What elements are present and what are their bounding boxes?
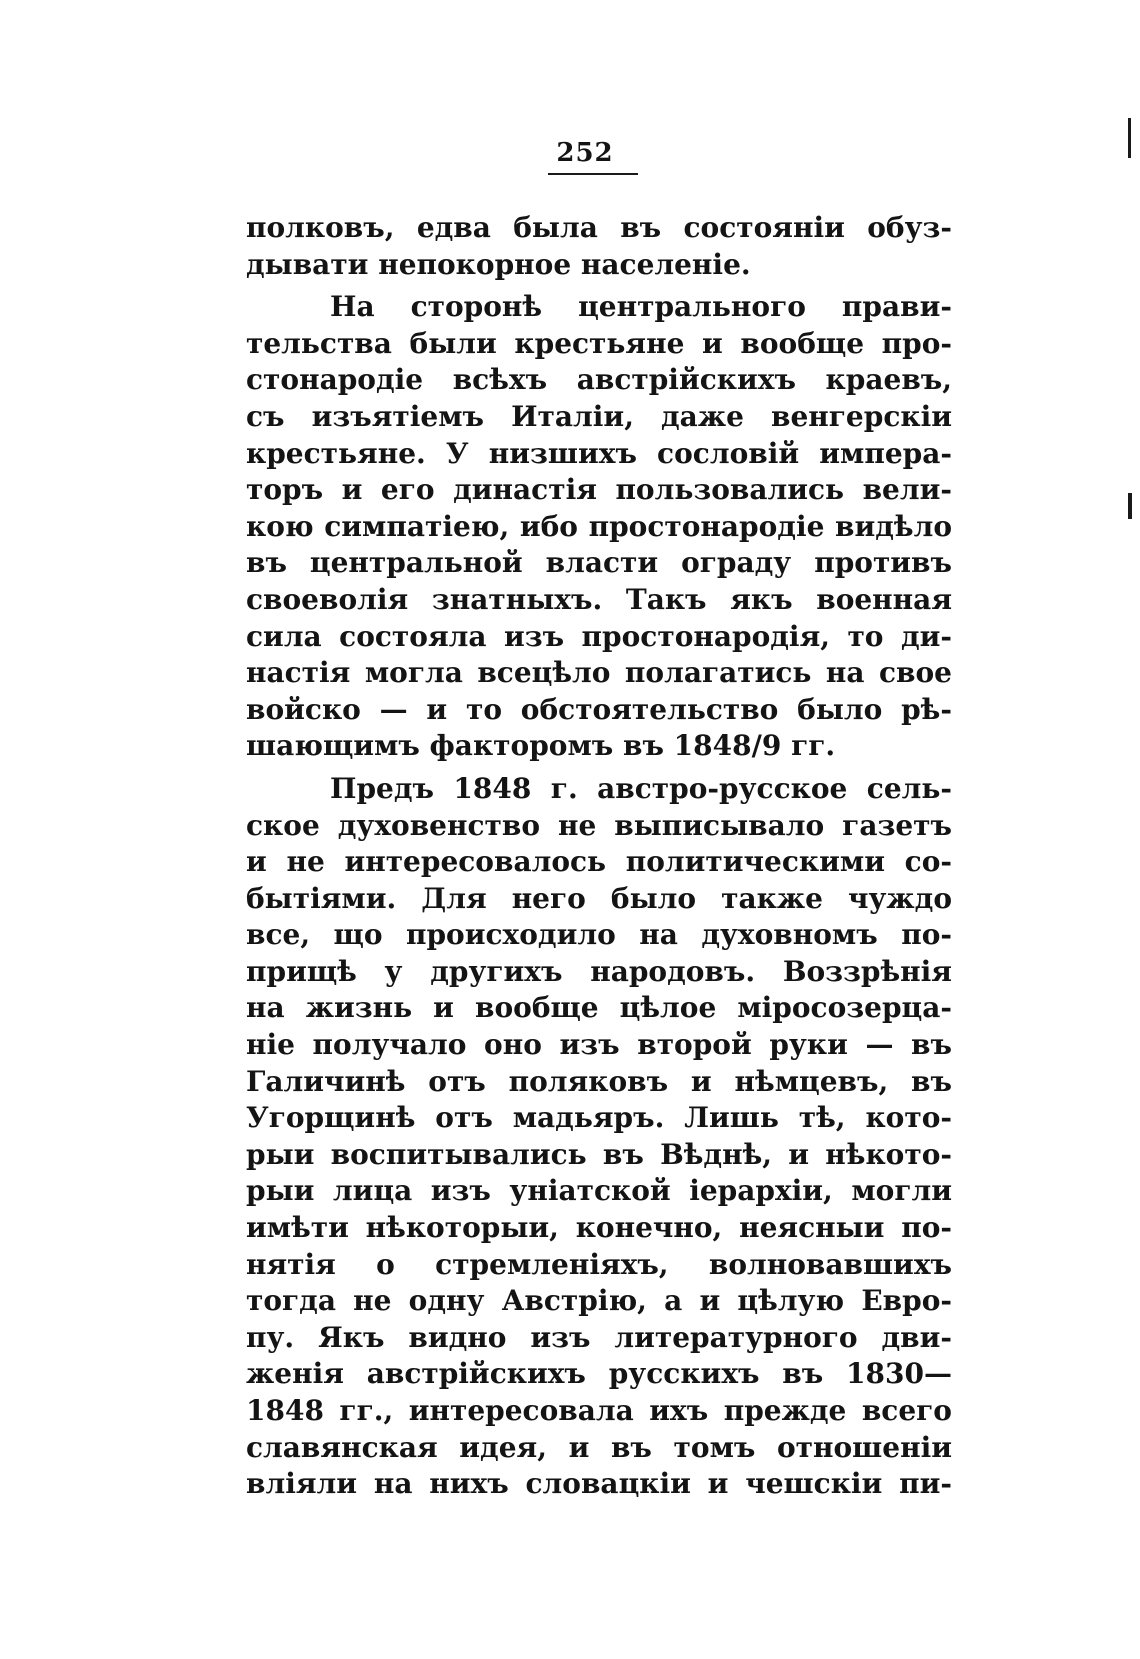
- text-line: влiяли на нихъ словацкiи и чешскiи пи-: [246, 1467, 952, 1501]
- paragraph-3: [246, 771, 952, 1503]
- text-line: рыи воспитывались въ Вѣднѣ, и нѣкото-: [246, 1137, 952, 1171]
- text-line: настiя могла всецѣло полагатись на свое: [246, 656, 952, 690]
- text-line: своеволiя знатныхъ. Такъ якъ военная: [246, 582, 952, 616]
- scan-edge-mark-top: [1128, 118, 1131, 158]
- text-line: Предъ 1848 г. австро-русское сель-: [330, 771, 952, 805]
- text-line: стонародiе всѣхъ австрiйскихъ краевъ,: [246, 363, 952, 397]
- text-line: съ изъятiемъ Италiи, даже венгерскiи: [246, 399, 952, 433]
- text-line: 1848 гг., интересовала ихъ прежде всего: [246, 1394, 952, 1427]
- text-line: нятiя о стремленiяхъ, волновавшихъ: [246, 1247, 952, 1281]
- text-line: женiя австрiйскихъ русскихъ въ 1830—: [246, 1357, 952, 1391]
- page-number: 252: [556, 138, 614, 168]
- body-text: [246, 210, 952, 1503]
- text-line: сила состояла изъ простонародiя, то ди-: [246, 619, 952, 653]
- text-line: въ центральной власти ограду противъ: [246, 546, 952, 580]
- text-line: шающимъ факторомъ въ 1848/9 гг.: [246, 729, 836, 763]
- text-line: торъ и его династiя пользовались вели-: [246, 473, 952, 507]
- text-line: дывати непокорное населенiе.: [246, 247, 751, 281]
- text-line: Угорщинѣ отъ мадьяръ. Лишь тѣ, кото-: [246, 1101, 952, 1135]
- scan-edge-mark-middle: [1128, 493, 1132, 519]
- text-line: славянская идея, и въ томъ отношенiи: [246, 1430, 952, 1464]
- text-line: на жизнь и вообще цѣлое мiросозерца-: [246, 991, 952, 1025]
- paragraph-1: [246, 210, 952, 283]
- text-line: прищѣ у другихъ народовъ. Воззрѣнiя: [246, 954, 952, 988]
- text-line: тельства были крестьяне и вообще про-: [246, 326, 952, 360]
- text-line: Галичинѣ отъ поляковъ и нѣмцевъ, въ: [246, 1064, 952, 1098]
- text-line: пу. Якъ видно изъ литературного дви-: [246, 1320, 952, 1354]
- text-line: нiе получало оно изъ второй руки — въ: [246, 1028, 952, 1062]
- text-line: и не интересовалось политическими со-: [246, 845, 952, 879]
- text-line: полковъ, едва была въ состоянiи обуз-: [246, 211, 952, 244]
- text-line: кою симпатiею, ибо простонародiе видѣло: [246, 509, 952, 543]
- text-line: тогда не одну Австрiю, а и цѣлую Евро-: [246, 1284, 952, 1318]
- text-line: бытiями. Для него было также чуждо: [246, 881, 952, 915]
- text-line: крестьяне. У низшихъ сословiй импера-: [246, 436, 952, 470]
- page-number-rule: [548, 173, 638, 175]
- text-line: рыи лица изъ унiатской iерархiи, могли: [246, 1174, 952, 1208]
- text-line: войско — и то обстоятельство было рѣ-: [246, 692, 952, 726]
- paragraph-2: [246, 289, 952, 765]
- text-line: имѣти нѣкоторыи, конечно, неясныи по-: [246, 1211, 952, 1245]
- text-line: На сторонѣ центрального прави-: [330, 290, 952, 324]
- text-line: ское духовенство не выписывало газетъ: [246, 808, 952, 842]
- text-line: все, що происходило на духовномъ по-: [246, 918, 952, 952]
